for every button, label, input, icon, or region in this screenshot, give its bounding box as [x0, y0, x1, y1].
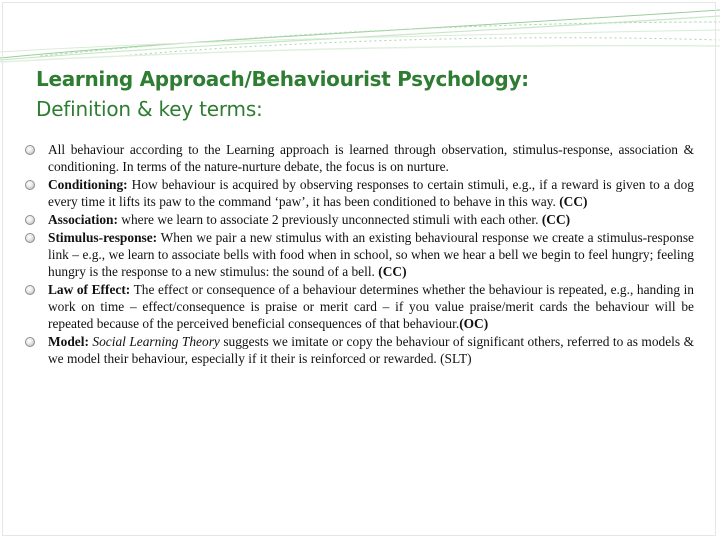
item-term: Conditioning: [48, 177, 128, 193]
bullet-item-definition [22, 142, 694, 176]
item-italic: Social Learning Theory [92, 334, 220, 350]
item-tag: (CC) [559, 193, 588, 209]
bullet-item-association [22, 212, 694, 229]
slide-title [36, 64, 696, 124]
bullet-item-model [22, 334, 694, 368]
item-text: suggests we imitate or copy the behaviour of significant others, referred to as models & we model their behaviour, especially if it their is reinforced or rewarded. (SLT) [48, 334, 694, 367]
bullet-list [22, 142, 694, 369]
item-tag: (OC) [459, 315, 489, 331]
item-text: All behaviour according to the Learning approach is learned through observation, stimulus-response, association & conditioning. In terms of the nature-nurture debate, the focus is on nurture. [48, 142, 694, 174]
round-bullet-icon [25, 337, 35, 347]
round-bullet-icon [25, 233, 35, 243]
round-bullet-icon [25, 145, 35, 155]
item-term: Model: [48, 334, 89, 350]
item-term: Stimulus-response: [48, 230, 158, 246]
item-term: Law of Effect: [48, 282, 131, 298]
item-text: How behaviour is acquired by observing responses to certain stimuli, e.g., if a reward is given to a dog every time it lifts its paw to the command ‘paw’, it has been conditioned to behave in this way. [48, 177, 694, 209]
bullet-item-stimulus-response [22, 230, 694, 280]
item-tag: (CC) [378, 264, 407, 280]
bullet-item-law-of-effect [22, 282, 694, 332]
item-term: Association: [48, 212, 118, 228]
item-text: where we learn to associate 2 previously unconnected stimuli with each other. [117, 212, 542, 228]
item-text: The effect or consequence of a behaviour determines whether the behaviour is repeated, e.g., handing in work on time – effect/consequence is praise or merit card – if you value praise/merit cards the behaviour will be repeated because of the perceived beneficial consequences of that behaviour. [48, 282, 694, 331]
bullet-item-conditioning [22, 177, 694, 211]
round-bullet-icon [25, 285, 35, 295]
title-line-2: Definition & key terms: [36, 97, 263, 121]
round-bullet-icon [25, 215, 35, 225]
round-bullet-icon [25, 180, 35, 190]
item-text: When we pair a new stimulus with an existing behavioural response we create a stimulus-response link – e.g., we learn to associate bells with food when in school, so when we hear a bell we begin to feel hungry; feeling hungry is the response to a new stimulus: the sound of a bell. [48, 230, 694, 280]
title-line-1: Learning Approach/Behaviourist Psychology: [36, 67, 529, 91]
item-tag: (CC) [541, 212, 571, 228]
